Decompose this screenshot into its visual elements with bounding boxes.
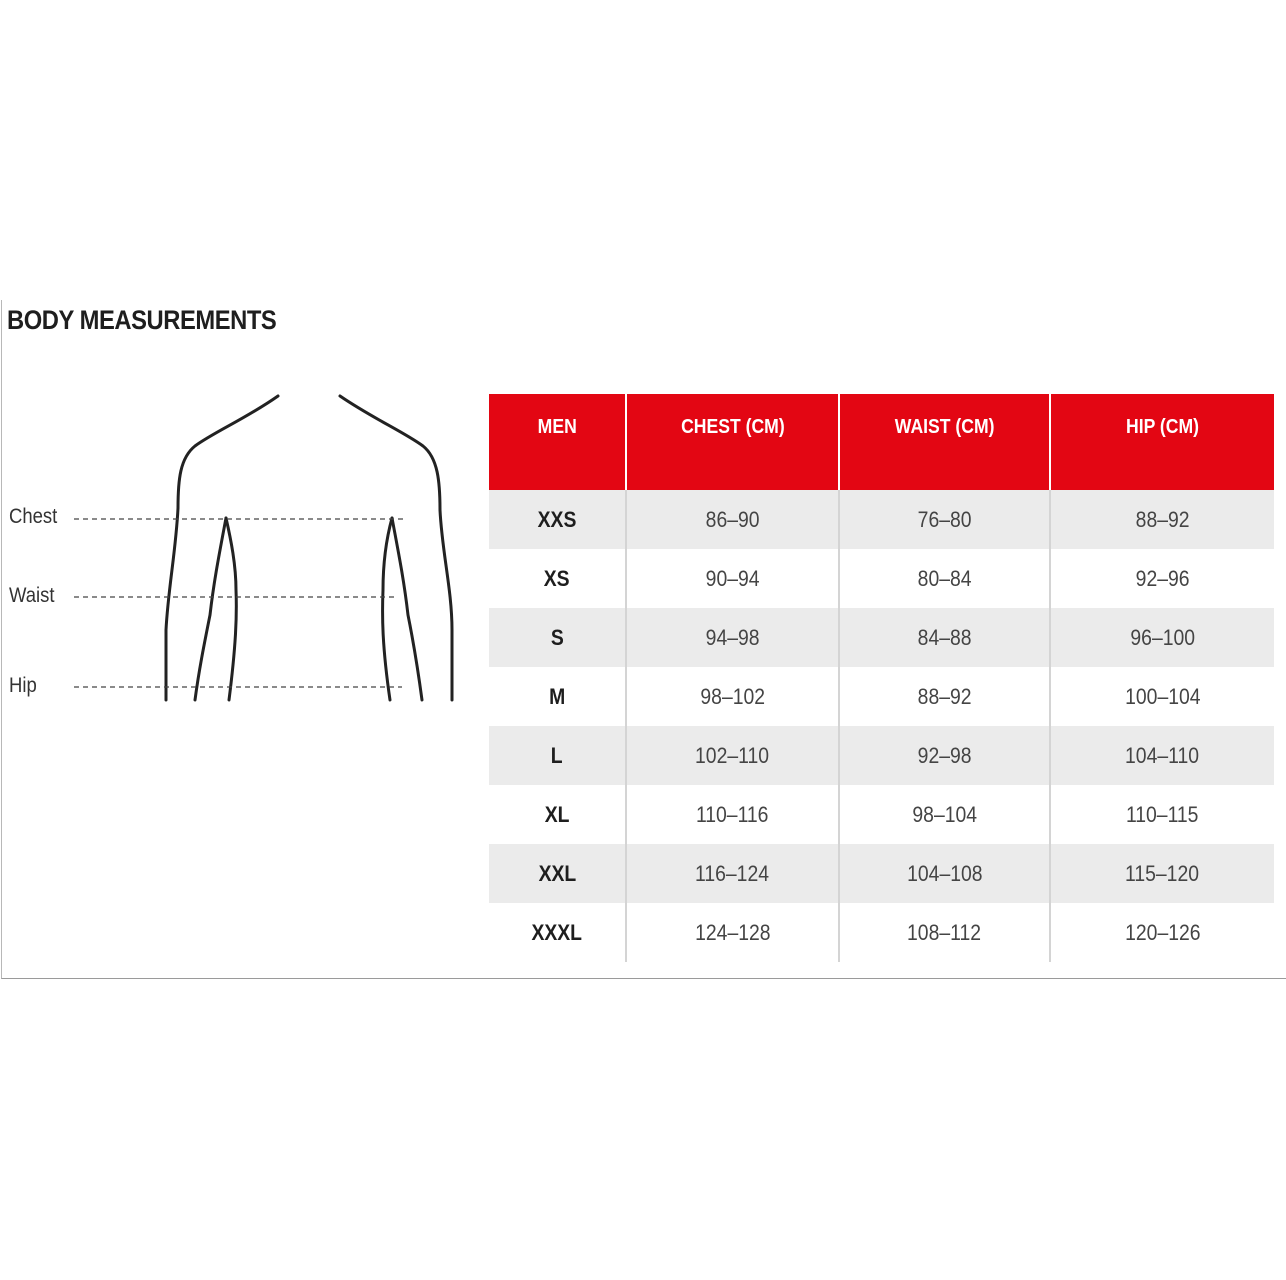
- size-cell: XS: [544, 565, 570, 591]
- chest-cell: 86–90: [626, 490, 839, 549]
- table-row: [489, 608, 1274, 667]
- hip-cell: 110–115: [1050, 785, 1274, 844]
- waist-cell: 88–92: [839, 667, 1050, 726]
- body-figure: [2, 390, 472, 720]
- chest-cell: 90–94: [626, 549, 839, 608]
- hip-cell: 104–110: [1050, 726, 1274, 785]
- table-row: [489, 549, 1274, 608]
- hip-cell: 96–100: [1050, 608, 1274, 667]
- size-cell: S: [489, 608, 626, 667]
- column-header-chest: CHEST (CM): [626, 394, 839, 490]
- table-row: [489, 903, 1274, 962]
- waist-cell: 84–88: [839, 608, 1050, 667]
- waist-label: Waist: [9, 584, 55, 607]
- table-row: [489, 785, 1274, 844]
- table-row: [489, 844, 1274, 903]
- chest-cell: 124–128: [626, 903, 839, 962]
- chest-cell: 102–110: [626, 726, 839, 785]
- chest-cell: 110–116: [626, 785, 839, 844]
- page-title: BODY MEASUREMENTS: [7, 305, 277, 335]
- waist-cell: 108–112: [839, 903, 1050, 962]
- column-header-waist: WAIST (CM): [839, 394, 1050, 490]
- waist-cell: 76–80: [839, 490, 1050, 549]
- size-cell: L: [489, 726, 626, 785]
- table-row: [489, 667, 1274, 726]
- size-cell: XXL: [489, 844, 626, 903]
- column-header-hip: HIP (CM): [1050, 394, 1274, 490]
- chest-cell: 116–124: [626, 844, 839, 903]
- body-measurements-panel: [1, 300, 1286, 979]
- size-cell: XXS: [489, 490, 626, 549]
- chest-cell: 94–98: [626, 608, 839, 667]
- hip-label: Hip: [9, 674, 37, 697]
- waist-cell: 98–104: [839, 785, 1050, 844]
- waist-cell: 92–98: [839, 726, 1050, 785]
- hip-cell: 88–92: [1050, 490, 1274, 549]
- torso-outline-icon: [2, 390, 472, 720]
- waist-cell: 104–108: [839, 844, 1050, 903]
- chest-cell: 98–102: [626, 667, 839, 726]
- size-cell: XXXL: [531, 919, 583, 945]
- hip-cell: 120–126: [1050, 903, 1274, 962]
- chest-label: Chest: [9, 505, 58, 528]
- hip-cell: 92–96: [1050, 549, 1274, 608]
- size-table: [489, 394, 1274, 962]
- size-cell: M: [548, 683, 566, 709]
- column-header-men: MEN: [489, 394, 626, 490]
- table-row: [489, 490, 1274, 549]
- table-row: [489, 726, 1274, 785]
- waist-cell: 80–84: [839, 549, 1050, 608]
- size-cell: XL: [544, 801, 570, 827]
- hip-cell: 115–120: [1050, 844, 1274, 903]
- hip-cell: 100–104: [1050, 667, 1274, 726]
- table-header-row: [489, 394, 1274, 490]
